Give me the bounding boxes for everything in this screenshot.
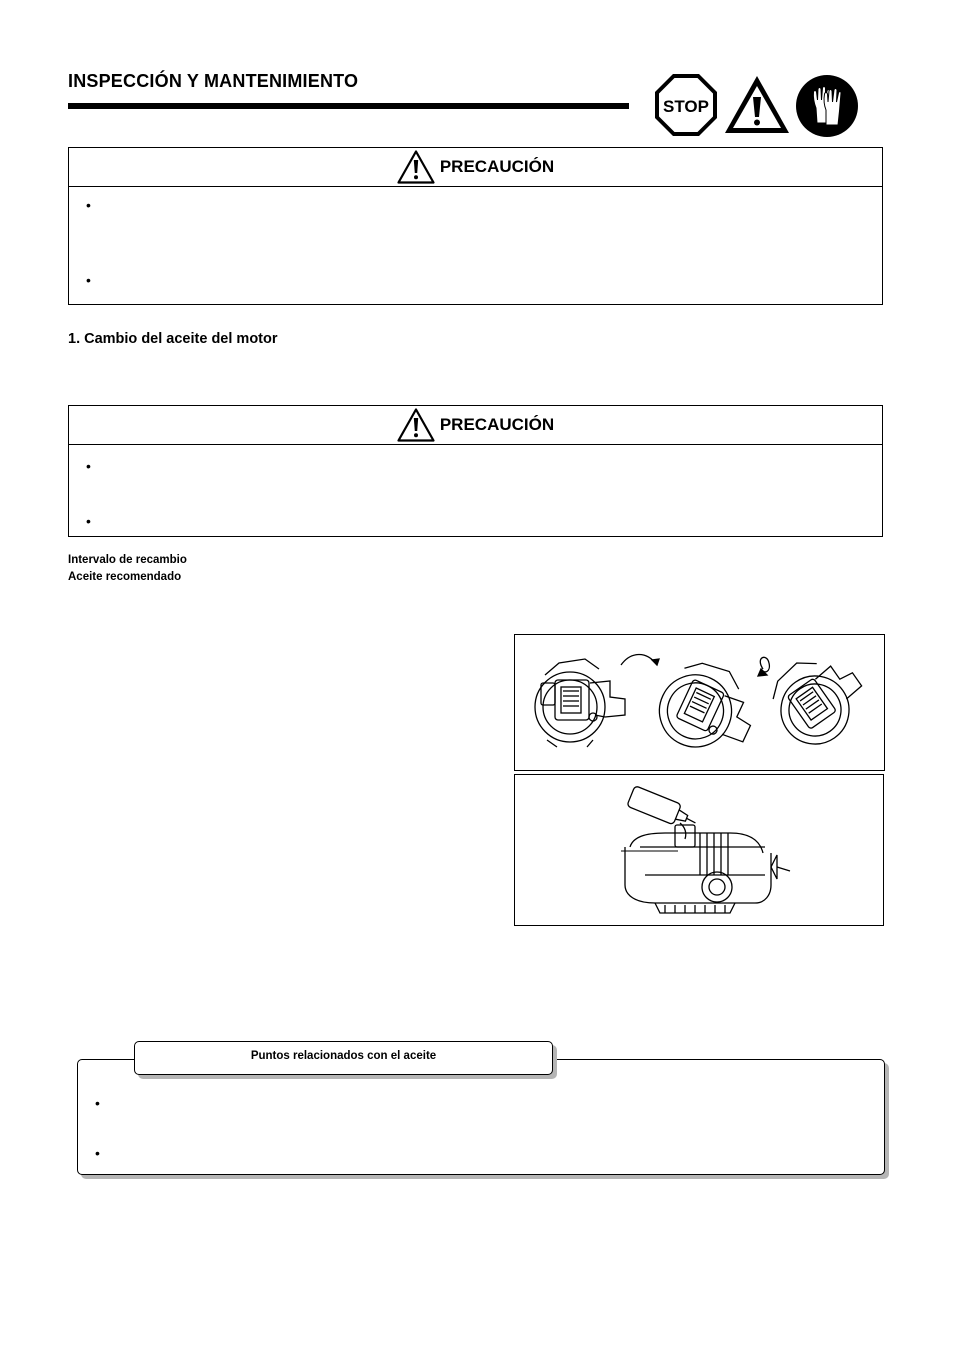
- tip-bullet: •: [95, 1145, 100, 1161]
- engine-drawing-1: [535, 659, 625, 747]
- title-rule: [68, 103, 629, 109]
- engine-drawing-3: [759, 640, 877, 757]
- caution-label: PRECAUCIÓN: [439, 415, 555, 434]
- stop-sign-icon: [654, 73, 718, 137]
- oil-filling-illustration: [515, 775, 883, 925]
- section-heading: 1. Cambio del aceite del motor: [68, 331, 278, 347]
- caution-bullet: •: [86, 513, 91, 529]
- gloves-icon: [796, 75, 858, 137]
- oil-tips-tab: Puntos relacionados con el aceite: [134, 1041, 553, 1075]
- engine-tilt-illustration: [515, 635, 884, 770]
- caution-warning-icon: [397, 408, 435, 442]
- caution-header-1: [69, 148, 882, 187]
- oil-filling-figure: [514, 774, 884, 926]
- oil-tips-box: [77, 1059, 885, 1175]
- caution-warning-icon: [397, 150, 435, 184]
- page-title: INSPECCIÓN Y MANTENIMIENTO: [68, 71, 359, 91]
- stop-sign-text: STOP: [663, 97, 709, 116]
- oil-label: Aceite recomendado: [68, 571, 182, 583]
- caution-header-2: [69, 406, 882, 445]
- caution-label: PRECAUCIÓN: [439, 157, 555, 176]
- caution-bullet: •: [86, 458, 91, 474]
- warning-triangle-icon: [723, 74, 791, 135]
- caution-bullet: •: [86, 272, 91, 288]
- interval-label: Intervalo de recambio: [68, 554, 187, 566]
- caution-box-1: [68, 147, 883, 305]
- caution-bullet: •: [86, 197, 91, 213]
- tip-bullet: •: [95, 1095, 100, 1111]
- engine-tilt-figure: [514, 634, 885, 771]
- engine-drawing-2: [648, 650, 768, 767]
- caution-box-2: [68, 405, 883, 537]
